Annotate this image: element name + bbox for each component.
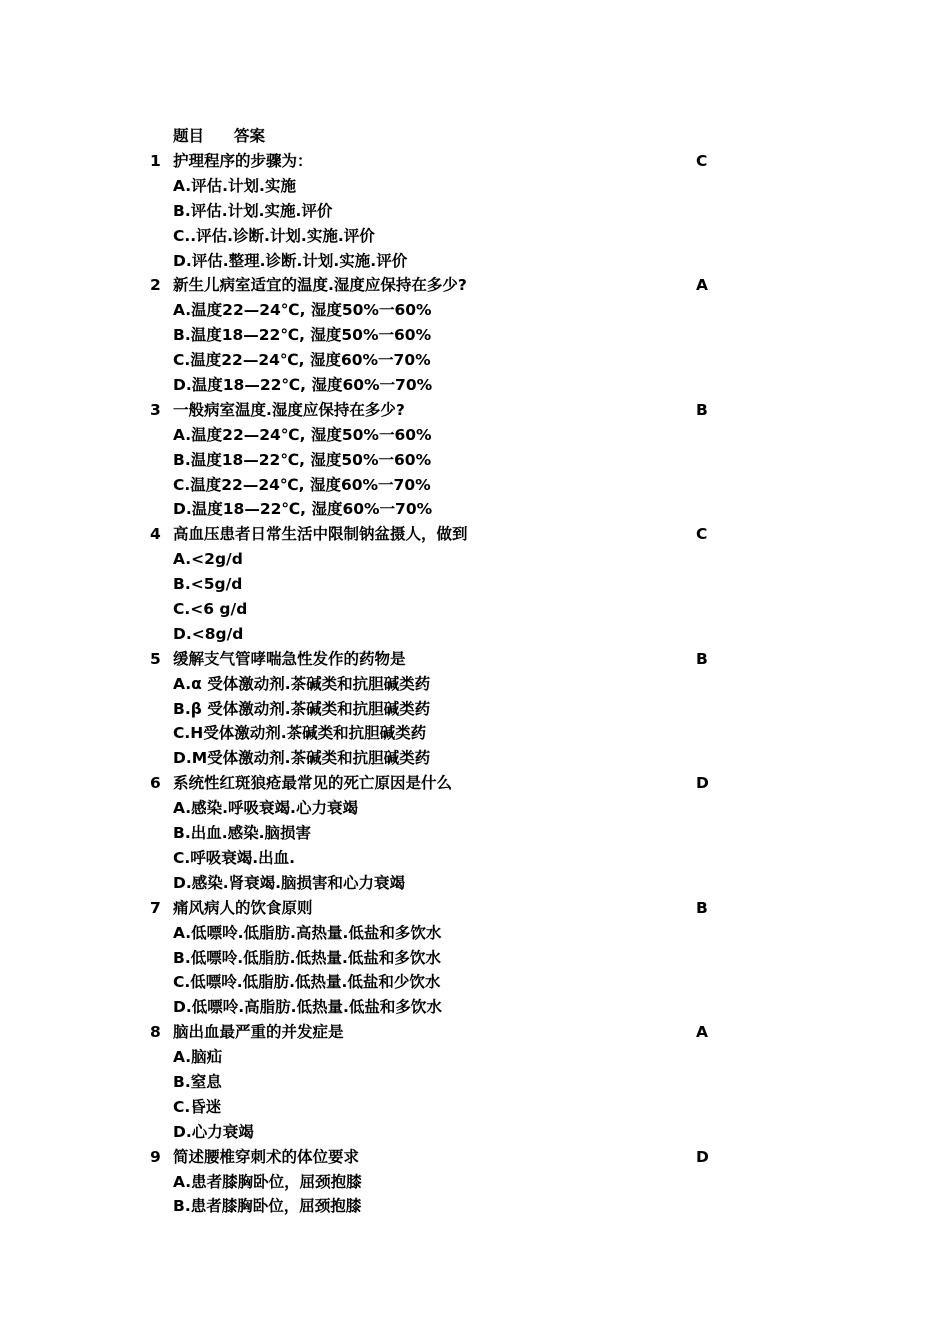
question-answer: B: [696, 400, 708, 419]
question-text: 痛风病人的饮食原则: [173, 898, 313, 917]
answer-column-label: 答案: [234, 127, 266, 145]
option-row: [150, 796, 710, 821]
question-number: 1: [150, 152, 161, 170]
option-text: B.出血.感染.脑损害: [173, 824, 311, 843]
question-text: 新生儿病室适宜的温度.湿度应保持在多少?: [173, 276, 467, 295]
option-row: [150, 423, 710, 448]
option-row: [150, 348, 710, 373]
option-text: B.β 受体激动剂.茶碱类和抗胆碱类药: [173, 699, 431, 718]
option-row: [150, 697, 710, 722]
option-text: A.温度22—24℃, 湿度50%一60%: [173, 301, 432, 320]
option-row: [150, 622, 710, 647]
question-text: 一般病室温度.湿度应保持在多少?: [173, 400, 405, 419]
question-answer: A: [696, 1023, 708, 1042]
option-text: C.H受体激动剂.茶碱类和抗胆碱类药: [173, 724, 427, 743]
question-text: 系统性红斑狼疮最常见的死亡原因是什么: [173, 774, 453, 793]
table-header: [173, 124, 265, 149]
question-number: 4: [150, 525, 161, 544]
question-row: [150, 273, 710, 298]
option-text: C.呼吸衰竭.出血.: [173, 848, 296, 867]
option-row: [150, 946, 710, 971]
question-number: 6: [150, 774, 161, 793]
option-text: C.昏迷: [173, 1097, 222, 1116]
option-row: [150, 572, 710, 597]
option-text: A.患者膝胸卧位，屈颈抱膝: [173, 1172, 362, 1191]
option-row: [150, 1070, 710, 1095]
option-row: [150, 473, 710, 498]
option-row: [150, 871, 710, 896]
option-text: C.温度22—24℃, 湿度60%一70%: [173, 475, 431, 494]
question-answer: B: [696, 898, 708, 917]
option-text: C.<6 g/d: [173, 600, 248, 619]
option-row: [150, 224, 710, 249]
option-row: [150, 1120, 710, 1145]
option-text: B.患者膝胸卧位，屈颈抱膝: [173, 1197, 362, 1216]
option-text: A.低嘌呤.低脂肪.高热量.低盐和多饮水: [173, 923, 442, 942]
question-number: 9: [150, 1147, 161, 1166]
option-text: D.评估.整理.诊断.计划.实施.评价: [173, 251, 408, 270]
option-row: [150, 448, 710, 473]
option-row: [150, 1170, 710, 1195]
option-row: [150, 746, 710, 771]
question-text: 脑出血最严重的并发症是: [173, 1023, 344, 1042]
question-row: [150, 398, 710, 423]
question-number: 2: [150, 276, 161, 295]
option-text: D.低嘌呤.高脂肪.低热量.低盐和多饮水: [173, 998, 442, 1017]
question-number: 3: [150, 400, 161, 419]
option-row: [150, 298, 710, 323]
option-row: [150, 721, 710, 746]
option-text: A.评估.计划.实施: [173, 176, 296, 195]
option-row: [150, 323, 710, 348]
option-text: A.α 受体激动剂.茶碱类和抗胆碱类药: [173, 674, 431, 693]
question-text: 缓解支气管哮喘急性发作的药物是: [173, 649, 406, 668]
option-text: B.温度18—22℃, 湿度50%一60%: [173, 326, 432, 345]
question-answer: D: [696, 1147, 709, 1166]
question-number: 5: [150, 649, 161, 668]
question-column-label: 题目: [173, 127, 205, 145]
option-row: [150, 174, 710, 199]
option-text: A.<2g/d: [173, 550, 243, 569]
option-row: [150, 821, 710, 846]
question-row: [150, 647, 710, 672]
question-row: [150, 149, 710, 174]
option-row: [150, 846, 710, 871]
option-row: [150, 995, 710, 1020]
option-text: A.感染.呼吸衰竭.心力衰竭: [173, 799, 358, 818]
question-row: [150, 771, 710, 796]
option-row: [150, 597, 710, 622]
option-text: A.脑疝: [173, 1048, 223, 1067]
question-text: 简述腰椎穿刺术的体位要求: [173, 1147, 360, 1166]
question-row: [150, 1020, 710, 1045]
option-row: [150, 672, 710, 697]
question-answer: C: [696, 152, 708, 170]
option-text: A.温度22—24℃, 湿度50%一60%: [173, 425, 432, 444]
option-text: D.<8g/d: [173, 624, 244, 643]
question-text: 护理程序的步骤为：: [173, 152, 313, 170]
option-row: [150, 547, 710, 572]
question-row: [150, 1145, 710, 1170]
option-text: B.<5g/d: [173, 575, 243, 594]
option-text: C..评估.诊断.计划.实施.评价: [173, 226, 375, 245]
option-text: D.感染.肾衰竭.脑损害和心力衰竭: [173, 873, 406, 892]
option-text: B.低嘌呤.低脂肪.低热量.低盐和多饮水: [173, 948, 441, 967]
question-answer: B: [696, 649, 708, 668]
question-answer: C: [696, 525, 708, 544]
option-text: D.心力衰竭: [173, 1122, 254, 1141]
question-row: [150, 522, 710, 547]
option-text: C.低嘌呤.低脂肪.低热量.低盐和少饮水: [173, 973, 441, 992]
option-row: [150, 970, 710, 995]
option-text: D.温度18—22℃, 湿度60%一70%: [173, 500, 433, 519]
option-text: B.温度18—22℃, 湿度50%一60%: [173, 450, 432, 469]
option-text: D.温度18—22℃, 湿度60%一70%: [173, 376, 433, 395]
question-number: 8: [150, 1023, 161, 1042]
question-text: 高血压患者日常生活中限制钠盆摄人，做到: [173, 525, 468, 544]
question-row: [150, 896, 710, 921]
option-text: B.窒息: [173, 1072, 222, 1091]
question-list: [150, 149, 710, 1219]
option-row: [150, 497, 710, 522]
option-text: B.评估.计划.实施.评价: [173, 201, 333, 220]
question-answer: D: [696, 774, 709, 793]
option-text: D.M受体激动剂.茶碱类和抗胆碱类药: [173, 749, 431, 768]
option-row: [150, 921, 710, 946]
option-row: [150, 199, 710, 224]
question-answer: A: [696, 276, 708, 295]
option-text: C.温度22—24℃, 湿度60%一70%: [173, 351, 431, 370]
option-row: [150, 1095, 710, 1120]
option-row: [150, 373, 710, 398]
option-row: [150, 249, 710, 274]
option-row: [150, 1045, 710, 1070]
question-number: 7: [150, 898, 161, 917]
option-row: [150, 1194, 710, 1219]
